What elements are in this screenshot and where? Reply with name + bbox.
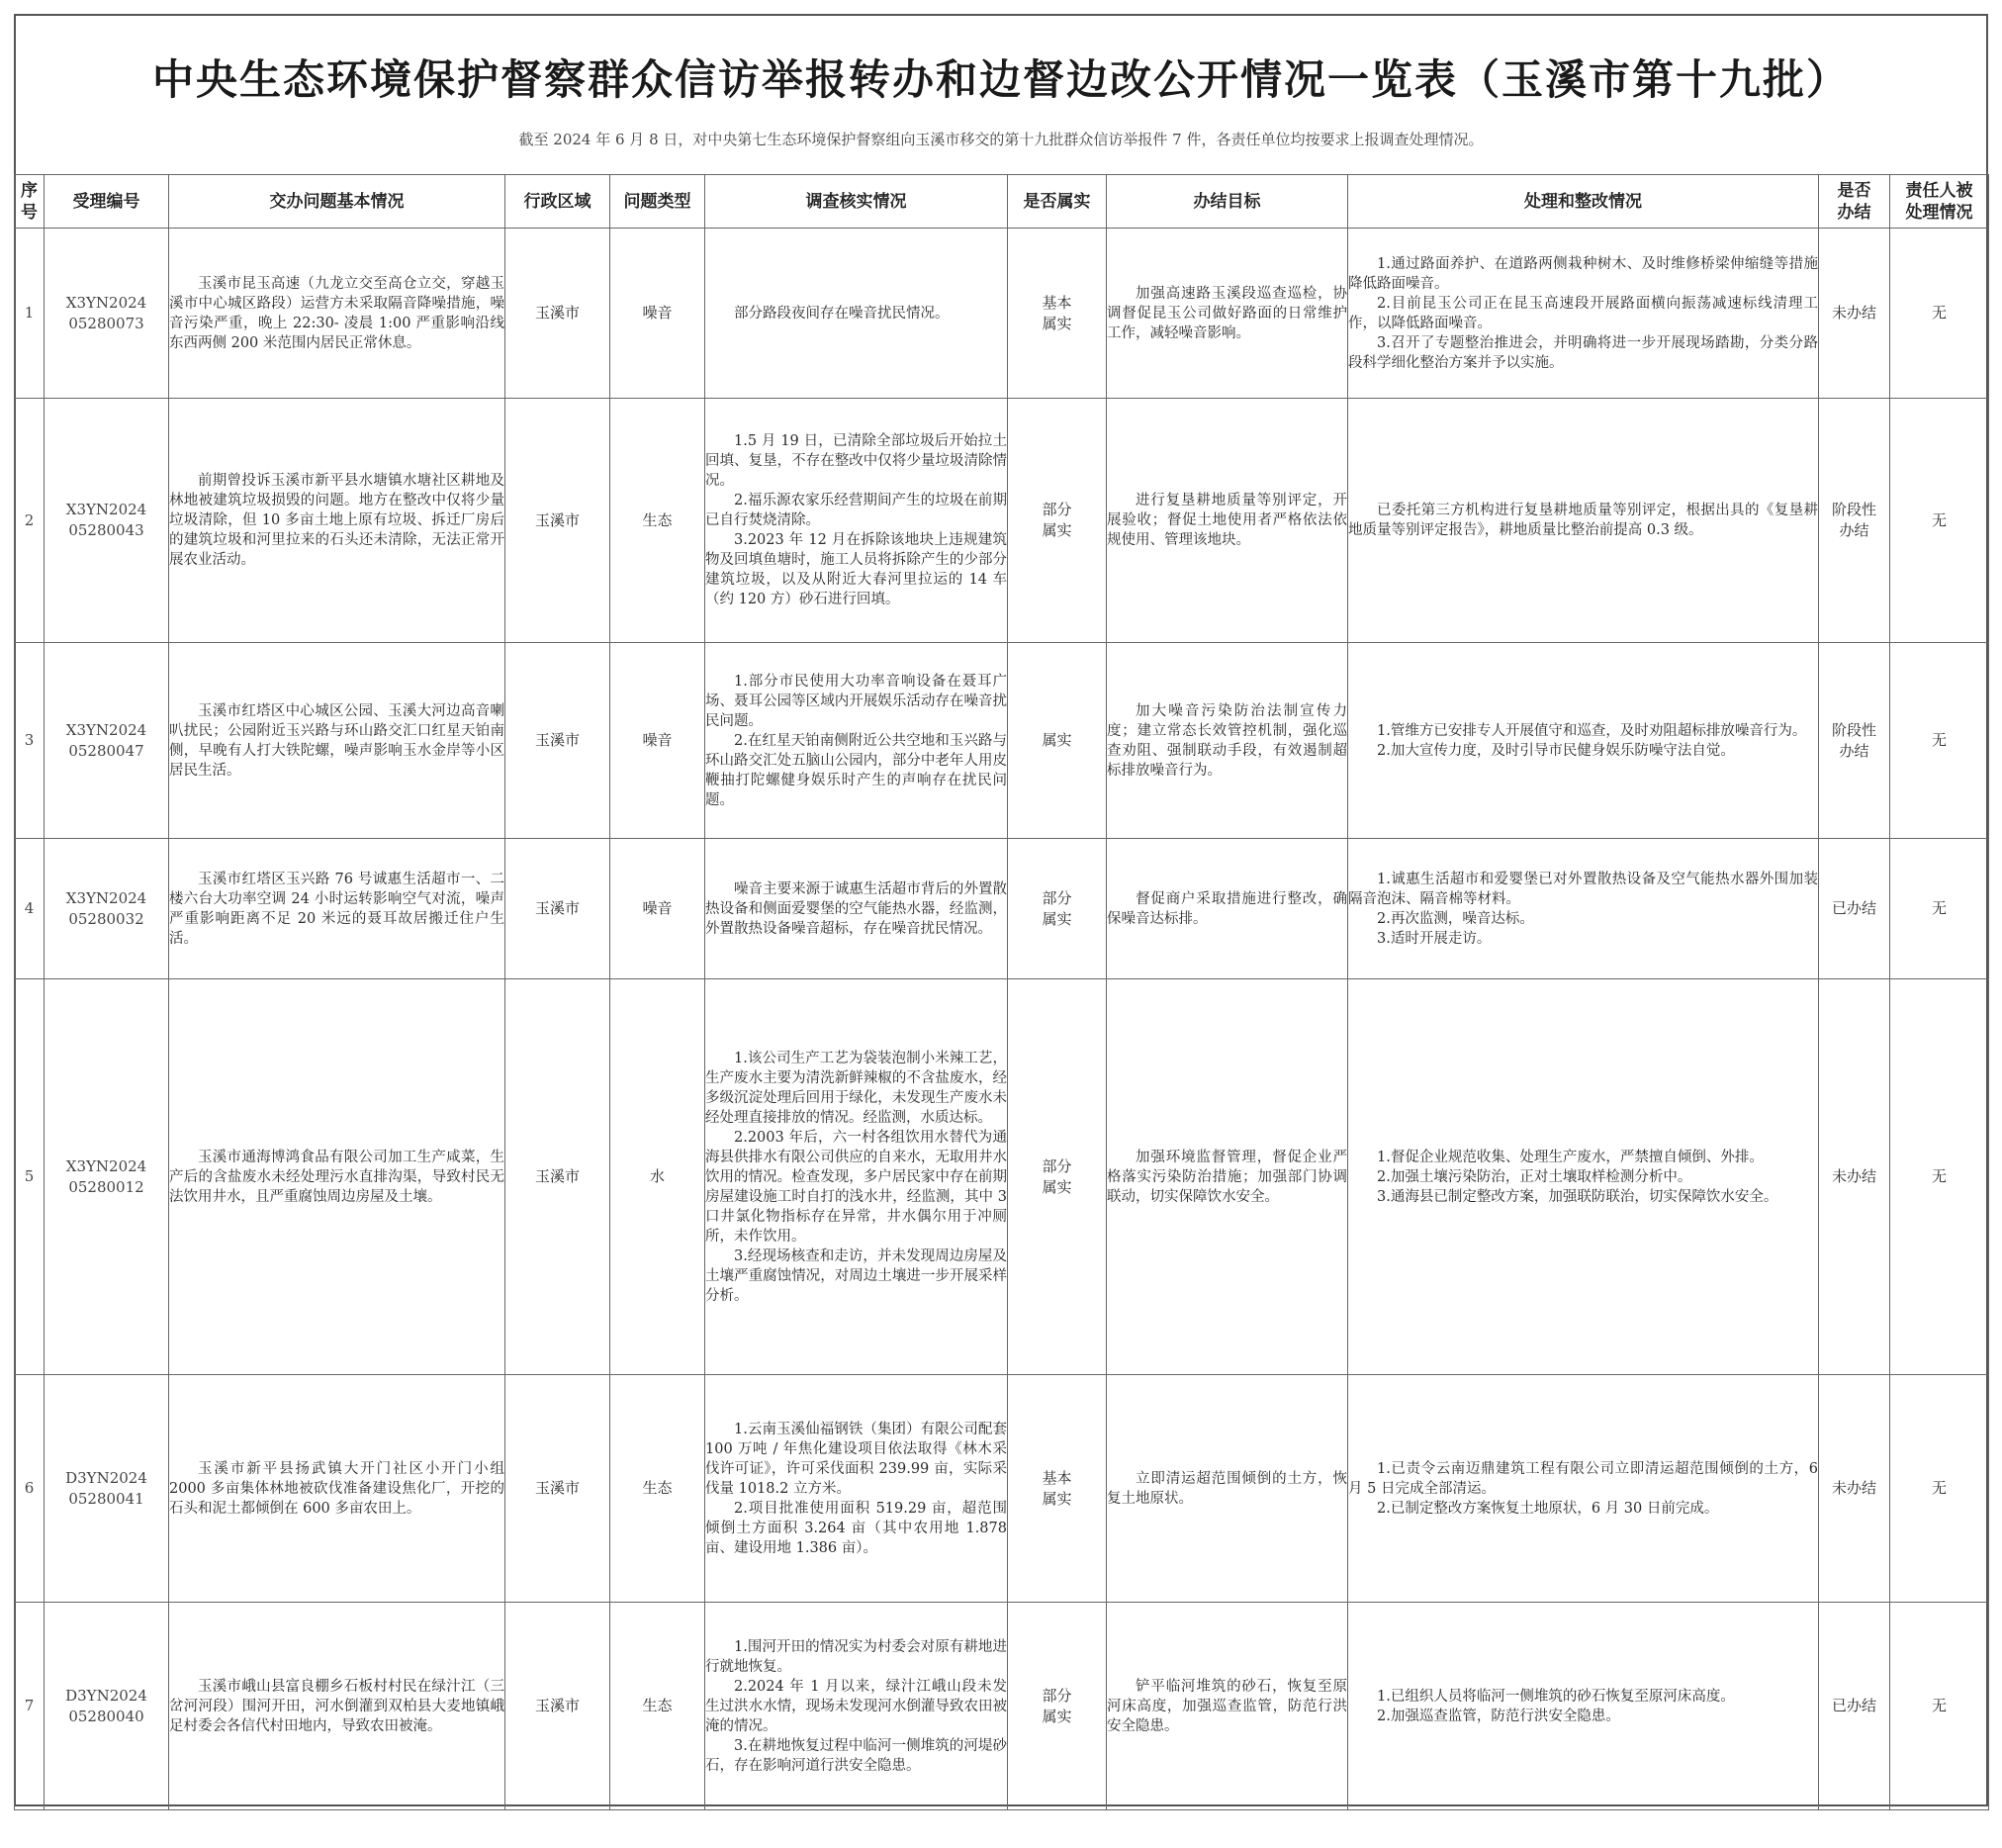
investigation-result-line: 3.2023 年 12 月在拆除该地块上违规建筑物及回填鱼塘时，施工人员将拆除产生的少部分建筑垃圾，以及从附近大春河里拉运的 14 车（约 120 方）砂石进行回填。 xyxy=(705,532,1007,607)
row-number-text: 7 xyxy=(24,1697,35,1714)
col-header-fact: 是否属实 xyxy=(1008,175,1107,229)
investigation-result-text xyxy=(705,1420,1007,1558)
basic-situation-text xyxy=(169,274,504,353)
completion-goal-text xyxy=(1107,889,1347,929)
problem-type-text: 噪音 xyxy=(642,731,673,749)
rectification xyxy=(1348,1603,1819,1810)
region xyxy=(505,643,610,839)
col-header-no: 序 号 xyxy=(15,175,45,229)
rectification xyxy=(1348,229,1819,399)
problem-type-text: 生态 xyxy=(642,1697,673,1714)
row-number xyxy=(15,1603,45,1810)
table-row xyxy=(15,1375,1989,1603)
region-text: 玉溪市 xyxy=(534,1479,580,1497)
done-status-text: 未办结 xyxy=(1831,1479,1876,1497)
region xyxy=(505,1603,610,1810)
done-status-text: 已办结 xyxy=(1831,899,1876,917)
completion-goal-line: 加强高速路玉溪段巡查巡检，协调督促昆玉公司做好路面的日常维护工作，减轻噪音影响。 xyxy=(1107,285,1347,341)
rectification-line: 3.通海县已制定整改方案，加强联防联治，切实保障饮水安全。 xyxy=(1377,1188,1778,1205)
case-code xyxy=(45,839,169,979)
case-code-text: X3YN2024 05280012 xyxy=(65,1156,147,1196)
row-number-text: 5 xyxy=(24,1167,35,1185)
investigation-result-text xyxy=(705,879,1007,939)
case-code xyxy=(45,979,169,1375)
completion-goal-text xyxy=(1107,1469,1347,1509)
row-number-text: 1 xyxy=(24,304,35,322)
col-header-region: 行政区域 xyxy=(505,175,610,229)
basic-situation-text xyxy=(169,1677,504,1736)
basic-situation-text xyxy=(169,471,504,570)
completion-goal xyxy=(1107,839,1348,979)
page-subtitle: 截至 2024 年 6 月 8 日，对中央第七生态环境保护督察组向玉溪市移交的第十九批群众信访举报件 7 件，各责任单位均按要求上报调查处理情况。 xyxy=(518,131,1484,148)
investigation-result-line: 1.该公司生产工艺为袋装泡制小米辣工艺，生产废水主要为清洗新鲜辣椒的不含盐废水，经多级沉淀处理后回用于绿化，未发现生产废水未经处理直接排放的情况。经监测，水质达标。 xyxy=(705,1050,1007,1126)
row-number xyxy=(15,399,45,643)
fact-status xyxy=(1008,643,1107,839)
col-header-accountable: 责任人被 处理情况 xyxy=(1890,175,1989,229)
problem-type xyxy=(610,229,705,399)
investigation-result-line: 2.2024 年 1 月以来，绿汁江峨山段未发生过洪水水情，现场未发现河水倒灌导致农田被淹的情况。 xyxy=(705,1678,1007,1734)
rectification xyxy=(1348,643,1819,839)
row-number xyxy=(15,979,45,1375)
done-status xyxy=(1819,979,1890,1375)
investigation-result xyxy=(705,643,1008,839)
fact-status xyxy=(1008,839,1107,979)
fact-status-text: 部分 属实 xyxy=(1042,1686,1072,1725)
basic-situation-text xyxy=(169,870,504,949)
region xyxy=(505,979,610,1375)
investigation-result xyxy=(705,979,1008,1375)
completion-goal-line: 加大噪音污染防治法制宣传力度；建立常态长效管控机制，强化巡查劝阻、强制联动手段，有效遏制超标排放噪音行为。 xyxy=(1107,702,1347,779)
region-text: 玉溪市 xyxy=(534,899,580,917)
row-number xyxy=(15,229,45,399)
accountable-status-text: 无 xyxy=(1931,1697,1947,1714)
problem-type-text: 生态 xyxy=(642,1479,673,1497)
region-text: 玉溪市 xyxy=(534,1697,580,1714)
region xyxy=(505,399,610,643)
done-status xyxy=(1819,1603,1890,1810)
report-table xyxy=(14,174,1989,1810)
rectification-text xyxy=(1348,721,1818,761)
fact-status xyxy=(1008,229,1107,399)
accountable-status xyxy=(1890,399,1989,643)
basic-situation xyxy=(169,399,505,643)
problem-type-text: 噪音 xyxy=(642,899,673,917)
basic-situation-line: 玉溪市峨山县富良棚乡石板村村民在绿汁江（三岔河河段）围河开田，河水倒灌到双柏县大麦地镇峨足村委会各信代村田地内，导致农田被淹。 xyxy=(169,1678,504,1734)
region-text: 玉溪市 xyxy=(534,731,580,749)
basic-situation xyxy=(169,229,505,399)
col-header-code: 受理编号 xyxy=(45,175,169,229)
completion-goal-line: 加强环境监督管理，督促企业严格落实污染防治措施；加强部门协调联动，切实保障饮水安全。 xyxy=(1107,1149,1347,1205)
basic-situation xyxy=(169,979,505,1375)
fact-status xyxy=(1008,399,1107,643)
row-number-text: 4 xyxy=(24,899,35,917)
completion-goal-text xyxy=(1107,284,1347,343)
region-text: 玉溪市 xyxy=(534,510,580,529)
rectification-line: 2.加强土壤污染防治，正对土壤取样检测分析中。 xyxy=(1377,1168,1692,1185)
rectification-text xyxy=(1348,501,1818,540)
fact-status-text: 部分 属实 xyxy=(1042,1156,1072,1196)
rectification xyxy=(1348,399,1819,643)
rectification xyxy=(1348,1375,1819,1603)
problem-type xyxy=(610,643,705,839)
region-text: 玉溪市 xyxy=(534,304,580,322)
case-code-text: X3YN2024 05280073 xyxy=(65,293,147,332)
investigation-result-line: 2.在红星天铂南侧附近公共空地和玉兴路与环山路交汇处五脑山公园内，部分中老年人用皮鞭抽打陀螺健身娱乐时产生的声响存在扰民问题。 xyxy=(705,732,1007,808)
problem-type xyxy=(610,399,705,643)
fact-status-text: 属实 xyxy=(1042,731,1072,749)
fact-status-text: 基本 属实 xyxy=(1042,1468,1072,1508)
region xyxy=(505,229,610,399)
investigation-result-line: 3.经现场核查和走访，并未发现周边房屋及土壤严重腐蚀情况，对周边土壤进一步开展采样分析。 xyxy=(705,1247,1007,1304)
row-number-text: 6 xyxy=(24,1479,35,1497)
problem-type xyxy=(610,1603,705,1810)
investigation-result-line: 1.部分市民使用大功率音响设备在聂耳广场、聂耳公园等区域内开展娱乐活动存在噪音扰民问题。 xyxy=(705,673,1007,729)
region-text: 玉溪市 xyxy=(534,1167,580,1185)
page-title: 中央生态环境保护督察群众信访举报转办和边督边改公开情况一览表（玉溪市第十九批） xyxy=(151,55,1850,104)
table-row xyxy=(15,399,1989,643)
case-code-text: D3YN2024 05280041 xyxy=(65,1468,147,1508)
rectification-line: 1.已组织人员将临河一侧堆筑的砂石恢复至原河床高度。 xyxy=(1377,1688,1735,1705)
accountable-status-text: 无 xyxy=(1931,731,1947,749)
rectification-line: 2.目前昆玉公司正在昆玉高速段开展路面横向振荡减速标线清理工作，以降低路面噪音。 xyxy=(1348,295,1818,331)
basic-situation-line: 玉溪市红塔区中心城区公园、玉溪大河边高音喇叭扰民；公园附近玉兴路与环山路交汇口红星天铂南侧，早晚有人打大铁陀螺，噪声影响玉水金岸等小区居民生活。 xyxy=(169,702,504,779)
done-status xyxy=(1819,229,1890,399)
row-number xyxy=(15,643,45,839)
accountable-status-text: 无 xyxy=(1931,1479,1947,1497)
fact-status-text: 部分 属实 xyxy=(1042,888,1072,928)
rectification-line: 1.督促企业规范收集、处理生产废水，严禁擅自倾倒、外排。 xyxy=(1377,1149,1764,1165)
case-code-text: D3YN2024 05280040 xyxy=(65,1686,147,1725)
col-header-goal: 办结目标 xyxy=(1107,175,1348,229)
rectification-line: 2.已制定整改方案恢复土地原状，6 月 30 日前完成。 xyxy=(1377,1500,1719,1517)
case-code xyxy=(45,643,169,839)
completion-goal xyxy=(1107,1375,1348,1603)
rectification-line: 1.管维方已安排专人开展值守和巡查，及时劝阻超标排放噪音行为。 xyxy=(1377,722,1807,739)
investigation-result-line: 2.福乐源农家乐经营期间产生的垃圾在前期已自行焚烧清除。 xyxy=(705,493,1007,528)
accountable-status xyxy=(1890,839,1989,979)
completion-goal xyxy=(1107,229,1348,399)
basic-situation-line: 玉溪市通海博鸿食品有限公司加工生产咸菜，生产后的含盐废水未经处理污水直排沟渠，导致村民无法饮用井水，且严重腐蚀周边房屋及土壤。 xyxy=(169,1149,504,1205)
case-code-text: X3YN2024 05280047 xyxy=(65,720,147,760)
completion-goal xyxy=(1107,643,1348,839)
problem-type-text: 生态 xyxy=(642,510,673,529)
accountable-status-text: 无 xyxy=(1931,304,1947,322)
rectification-line: 2.加强巡查监管，防范行洪安全隐患。 xyxy=(1377,1708,1620,1724)
basic-situation xyxy=(169,1375,505,1603)
header-row xyxy=(15,175,1989,229)
investigation-result-text xyxy=(705,431,1007,609)
col-header-type: 问题类型 xyxy=(610,175,705,229)
investigation-result-line: 1.云南玉溪仙福钢铁（集团）有限公司配套 100 万吨 / 年焦化建设项目依法取得《林木采伐许可证》，许可采伐面积 239.99 亩，实际采伐量 1018.2 立方米。 xyxy=(705,1421,1007,1497)
accountable-status xyxy=(1890,979,1989,1375)
case-code xyxy=(45,229,169,399)
completion-goal-line: 铲平临河堆筑的砂石，恢复至原河床高度，加强巡查监管，防范行洪安全隐患。 xyxy=(1107,1678,1347,1734)
rectification-text xyxy=(1348,870,1818,949)
row-number-text: 2 xyxy=(24,510,35,529)
rectification xyxy=(1348,979,1819,1375)
problem-type xyxy=(610,1375,705,1603)
table-row xyxy=(15,979,1989,1375)
done-status-text: 阶段性 办结 xyxy=(1831,720,1876,760)
table-row xyxy=(15,643,1989,839)
completion-goal-text xyxy=(1107,1148,1347,1207)
table-row xyxy=(15,839,1989,979)
investigation-result-line: 2.2003 年后，六一村各组饮用水替代为通海县供排水有限公司供应的自来水，无取用井水饮用的情况。检查发现，多户居民家中存在前期房屋建设施工时自打的浅水井，经监测，其中 3 口井氯化物指标存在异常，井水偶尔用于冲厕所，未作饮用。 xyxy=(705,1129,1007,1245)
case-code-text: X3YN2024 05280032 xyxy=(65,888,147,928)
basic-situation-line: 玉溪市新平县扬武镇大开门社区小开门小组 2000 多亩集体林地被砍伐准备建设焦化厂，开挖的石头和泥土都倾倒在 600 多亩农田上。 xyxy=(169,1460,504,1517)
investigation-result xyxy=(705,399,1008,643)
accountable-status xyxy=(1890,1375,1989,1603)
col-header-rectify: 处理和整改情况 xyxy=(1348,175,1819,229)
accountable-status xyxy=(1890,229,1989,399)
done-status xyxy=(1819,643,1890,839)
rectification-text xyxy=(1348,1687,1818,1726)
basic-situation-text xyxy=(169,701,504,781)
case-code xyxy=(45,399,169,643)
region xyxy=(505,1375,610,1603)
completion-goal xyxy=(1107,1603,1348,1810)
completion-goal-text xyxy=(1107,491,1347,550)
completion-goal-line: 进行复垦耕地质量等别评定，开展验收；督促土地使用者严格依法依规使用、管理该地块。 xyxy=(1107,493,1347,548)
investigation-result-line: 噪音主要来源于诚惠生活超市背后的外置散热设备和侧面爱婴堡的空气能热水器，经监测，外置散热设备噪音超标，存在噪音扰民情况。 xyxy=(705,880,1007,937)
rectification-line: 2.加大宣传力度，及时引导市民健身娱乐防噪守法自觉。 xyxy=(1377,742,1735,759)
investigation-result-line: 2.项目批准使用面积 519.29 亩，超范围倾倒土方面积 3.264 亩（其中农用地 1.878 亩、建设用地 1.386 亩）。 xyxy=(705,1500,1007,1556)
case-code-text: X3YN2024 05280043 xyxy=(65,501,147,539)
done-status-text: 未办结 xyxy=(1831,1167,1876,1185)
rectification-line: 已委托第三方机构进行复垦耕地质量等别评定，根据出具的《复垦耕地质量等别评定报告》，耕地质量比整治前提高 0.3 级。 xyxy=(1348,503,1818,538)
investigation-result-text xyxy=(705,1637,1007,1776)
region xyxy=(505,839,610,979)
done-status-text: 已办结 xyxy=(1831,1697,1876,1714)
done-status xyxy=(1819,1375,1890,1603)
investigation-result-text xyxy=(705,1049,1007,1306)
basic-situation-text xyxy=(169,1459,504,1519)
investigation-result-text xyxy=(705,672,1007,810)
investigation-result-line: 3.在耕地恢复过程中临河一侧堆筑的河堤砂石，存在影响河道行洪安全隐患。 xyxy=(705,1737,1007,1774)
basic-situation xyxy=(169,839,505,979)
fact-status xyxy=(1008,1375,1107,1603)
done-status-text: 阶段性 办结 xyxy=(1831,501,1876,539)
row-number-text: 3 xyxy=(24,731,35,749)
done-status xyxy=(1819,839,1890,979)
basic-situation-text xyxy=(169,1148,504,1207)
investigation-result xyxy=(705,1375,1008,1603)
table-row xyxy=(15,229,1989,399)
rectification-line: 2.再次监测，噪音达标。 xyxy=(1377,910,1534,927)
rectification xyxy=(1348,839,1819,979)
basic-situation-line: 前期曾投诉玉溪市新平县水塘镇水塘社区耕地及林地被建筑垃圾损毁的问题。地方在整改中仅将少量垃圾清除，但 10 多亩土地上原有垃圾、拆迁厂房后的建筑垃圾和河里拉来的石头还未清除，无法正常开展农业活动。 xyxy=(169,473,504,568)
done-status-text: 未办结 xyxy=(1831,304,1876,322)
accountable-status xyxy=(1890,643,1989,839)
investigation-result-line: 1.围河开田的情况实为村委会对原有耕地进行就地恢复。 xyxy=(705,1638,1007,1675)
row-number xyxy=(15,839,45,979)
accountable-status-text: 无 xyxy=(1931,510,1947,529)
col-header-basic: 交办问题基本情况 xyxy=(169,175,505,229)
fact-status-text: 部分 属实 xyxy=(1042,501,1072,539)
rectification-line: 1.诚惠生活超市和爱婴堡已对外置散热设备及空气能热水器外围加装隔音泡沫、隔音棉等材料。 xyxy=(1348,871,1818,907)
basic-situation xyxy=(169,1603,505,1810)
problem-type xyxy=(610,839,705,979)
rectification-line: 1.通过路面养护、在道路两侧栽种树木、及时维修桥梁伸缩缝等措施降低路面噪音。 xyxy=(1348,255,1818,292)
investigation-result-line: 部分路段夜间存在噪音扰民情况。 xyxy=(734,305,950,322)
rectification-text xyxy=(1348,1459,1818,1519)
rectification-line: 3.召开了专题整治推进会，并明确将进一步开展现场踏勘，分类分路段科学细化整治方案并予以实施。 xyxy=(1348,334,1818,371)
row-number xyxy=(15,1375,45,1603)
accountable-status-text: 无 xyxy=(1931,1167,1947,1185)
completion-goal-text xyxy=(1107,701,1347,781)
case-code xyxy=(45,1375,169,1603)
rectification-line: 3.适时开展走访。 xyxy=(1377,930,1492,947)
investigation-result xyxy=(705,229,1008,399)
investigation-result xyxy=(705,839,1008,979)
rectification-line: 1.已责令云南迈鼎建筑工程有限公司立即清运超范围倾倒的土方，6 月 5 日完成全部清运。 xyxy=(1348,1460,1818,1497)
problem-type-text: 噪音 xyxy=(642,304,673,322)
problem-type-text: 水 xyxy=(649,1167,665,1185)
problem-type xyxy=(610,979,705,1375)
basic-situation-line: 玉溪市昆玉高速（九龙立交至高仓立交，穿越玉溪市中心城区路段）运营方未采取隔音降噪措施，噪音污染严重，晚上 22:30- 凌晨 1:00 严重影响沿线东西两侧 200 米范围内居民正常休息。 xyxy=(169,275,504,351)
table-row xyxy=(15,1603,1989,1810)
accountable-status xyxy=(1890,1603,1989,1810)
done-status xyxy=(1819,399,1890,643)
fact-status xyxy=(1008,979,1107,1375)
rectification-text xyxy=(1348,1148,1818,1207)
accountable-status-text: 无 xyxy=(1931,899,1947,917)
case-code xyxy=(45,1603,169,1810)
basic-situation xyxy=(169,643,505,839)
basic-situation-line: 玉溪市红塔区玉兴路 76 号诚惠生活超市一、二楼六台大功率空调 24 小时运转影响空气对流，噪声严重影响距离不足 20 米远的聂耳故居搬迁住户生活。 xyxy=(169,871,504,947)
rectification-text xyxy=(1348,254,1818,373)
investigation-result-line: 1.5 月 19 日，已清除全部垃圾后开始拉土回填、复垦，不存在整改中仅将少量垃圾清除情况。 xyxy=(705,433,1007,489)
col-header-done: 是否 办结 xyxy=(1819,175,1890,229)
completion-goal xyxy=(1107,399,1348,643)
fact-status-text: 基本 属实 xyxy=(1042,293,1072,332)
investigation-result xyxy=(705,1603,1008,1810)
investigation-result-text xyxy=(705,304,1007,323)
completion-goal-line: 督促商户采取措施进行整改，确保噪音达标排。 xyxy=(1107,890,1347,927)
completion-goal-text xyxy=(1107,1677,1347,1736)
completion-goal-line: 立即清运超范围倾倒的土方，恢复土地原状。 xyxy=(1107,1470,1347,1507)
col-header-investigation: 调查核实情况 xyxy=(705,175,1008,229)
fact-status xyxy=(1008,1603,1107,1810)
completion-goal xyxy=(1107,979,1348,1375)
